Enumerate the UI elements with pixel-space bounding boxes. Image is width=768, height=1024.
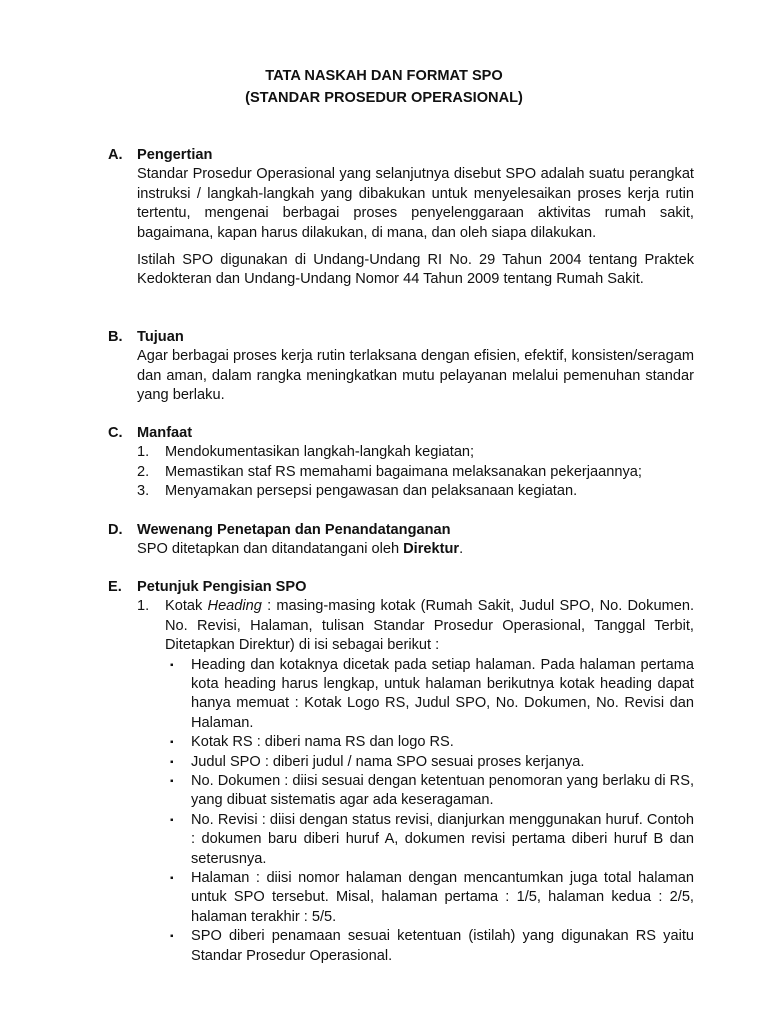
bullet-square-icon: ▪ xyxy=(170,873,174,885)
list-item xyxy=(137,443,694,462)
numbered-list xyxy=(137,597,694,966)
bullet-square-icon: ▪ xyxy=(170,659,174,671)
paragraph: Standar Prosedur Operasional yang selanjutnya disebut SPO adalah suatu perangkat instruksi / langkah-langkah yang dibakukan untuk menyelesaikan proses kerja rutin tertentu, mengenai berbagai proses penyelenggaraan aktivitas rumah sakit, bagaimana, kapan harus dilakukan, di mana, dan oleh siapa dilakukan. xyxy=(137,166,694,241)
list-item-prefix: Kotak xyxy=(165,598,208,615)
list-item-text: Mendokumentasikan langkah-langkah kegiatan; xyxy=(165,444,475,461)
bullet-list xyxy=(165,656,694,967)
bullet-item xyxy=(165,927,694,966)
section-title: Manfaat xyxy=(137,425,193,441)
italic-term: Heading xyxy=(207,598,262,615)
section-title: Pengertian xyxy=(137,147,213,163)
list-number: 2. xyxy=(137,463,150,480)
list-item-text: Memastikan staf RS memahami bagaimana melaksanakan pekerjaannya; xyxy=(165,463,642,480)
section-letter: E. xyxy=(108,579,122,595)
bullet-text: No. Dokumen : diisi sesuai dengan ketentuan penomoran yang berlaku di RS, yang dibuat sistematis agar ada keseragaman. xyxy=(191,773,694,809)
list-item-rest: : masing-masing kotak (Rumah Sakit, Judul SPO, No. Dokumen. No. Revisi, Halaman, tulisan Standar Prosedur Operasional, Tanggal Terbit, Ditetapkan Direktur) di isi sebagai berikut : xyxy=(165,598,695,654)
section-heading xyxy=(108,146,694,165)
section-title: Petunjuk Pengisian SPO xyxy=(137,579,307,595)
section-heading xyxy=(108,328,694,347)
section-letter: C. xyxy=(108,425,123,441)
bullet-item xyxy=(165,772,694,811)
bullet-text: Halaman : diisi nomor halaman dengan mencantumkan juga total halaman untuk SPO tersebut. Misal, halaman pertama : 1/5, halaman kedua : 2/5, halaman terakhir : 5/5. xyxy=(191,870,694,925)
bullet-text: SPO diberi penamaan sesuai ketentuan (istilah) yang digunakan RS yaitu Standar Prosedur Operasional. xyxy=(191,928,694,964)
list-number: 1. xyxy=(137,598,150,615)
bullet-item xyxy=(165,869,694,927)
numbered-list xyxy=(137,443,694,501)
section-pengertian xyxy=(108,146,694,290)
section-heading xyxy=(108,521,694,540)
list-item-text xyxy=(165,598,694,653)
paragraph: Istilah SPO digunakan di Undang-Undang RI No. 29 Tahun 2004 tentang Praktek Kedokteran dan Undang-Undang Nomor 44 Tahun 2009 tentang Rumah Sakit. xyxy=(137,252,694,288)
list-number: 3. xyxy=(137,483,150,500)
section-letter: B. xyxy=(108,329,123,345)
section-title: Wewenang Penetapan dan Penandatanganan xyxy=(137,522,451,538)
bullet-text: Heading dan kotaknya dicetak pada setiap halaman. Pada halaman pertama kota heading harus lengkap, untuk halaman berikutnya kotak heading dapat hanya memuat : Kotak Logo RS, Judul SPO, No. Dokumen, No. Revisi dan Halaman. xyxy=(191,656,694,731)
bullet-square-icon: ▪ xyxy=(170,737,174,749)
bullet-text: No. Revisi : diisi dengan status revisi, dianjurkan menggunakan huruf. Contoh : dokumen baru diberi huruf A, dokumen revisi pertama diberi huruf B dan seterusnya. xyxy=(191,811,694,867)
bullet-square-icon: ▪ xyxy=(170,931,174,943)
bullet-item xyxy=(165,733,694,752)
section-manfaat xyxy=(108,424,694,502)
document-subtitle: (STANDAR PROSEDUR OPERASIONAL) xyxy=(245,90,523,106)
bullet-text: Judul SPO : diberi judul / nama SPO sesuai proses kerjanya. xyxy=(191,753,585,770)
bullet-item xyxy=(165,656,694,734)
section-body xyxy=(137,347,694,405)
section-body xyxy=(137,540,694,559)
bullet-square-icon: ▪ xyxy=(170,776,174,788)
bullet-text: Kotak RS : diberi nama RS dan logo RS. xyxy=(191,734,454,751)
document-title: TATA NASKAH DAN FORMAT SPO xyxy=(265,68,503,84)
list-item xyxy=(137,463,694,482)
paragraph-text: SPO ditetapkan dan ditandatangani oleh xyxy=(137,541,404,558)
bullet-item xyxy=(165,753,694,772)
section-title: Tujuan xyxy=(137,329,184,345)
bullet-item xyxy=(165,811,694,869)
section-letter: D. xyxy=(108,522,123,538)
emphasis-text: Direktur xyxy=(403,541,460,558)
section-body xyxy=(137,165,694,289)
paragraph: Agar berbagai proses kerja rutin terlaksana dengan efisien, efektif, konsisten/seragam dan aman, dalam rangka meningkatkan mutu pelayanan melalui pemenuhan standar yang berlaku. xyxy=(137,348,694,404)
section-heading xyxy=(108,424,694,443)
section-heading xyxy=(108,578,694,597)
list-number: 1. xyxy=(137,444,150,461)
bullet-square-icon: ▪ xyxy=(170,814,174,826)
section-letter: A. xyxy=(108,147,123,163)
list-item xyxy=(137,482,694,501)
section-petunjuk xyxy=(108,578,694,966)
section-wewenang xyxy=(108,521,694,560)
section-tujuan xyxy=(108,328,694,406)
list-item xyxy=(137,597,694,966)
list-item-text: Menyamakan persepsi pengawasan dan pelaksanaan kegiatan. xyxy=(165,483,578,500)
paragraph-text-end: . xyxy=(459,541,464,558)
bullet-square-icon: ▪ xyxy=(170,756,174,768)
